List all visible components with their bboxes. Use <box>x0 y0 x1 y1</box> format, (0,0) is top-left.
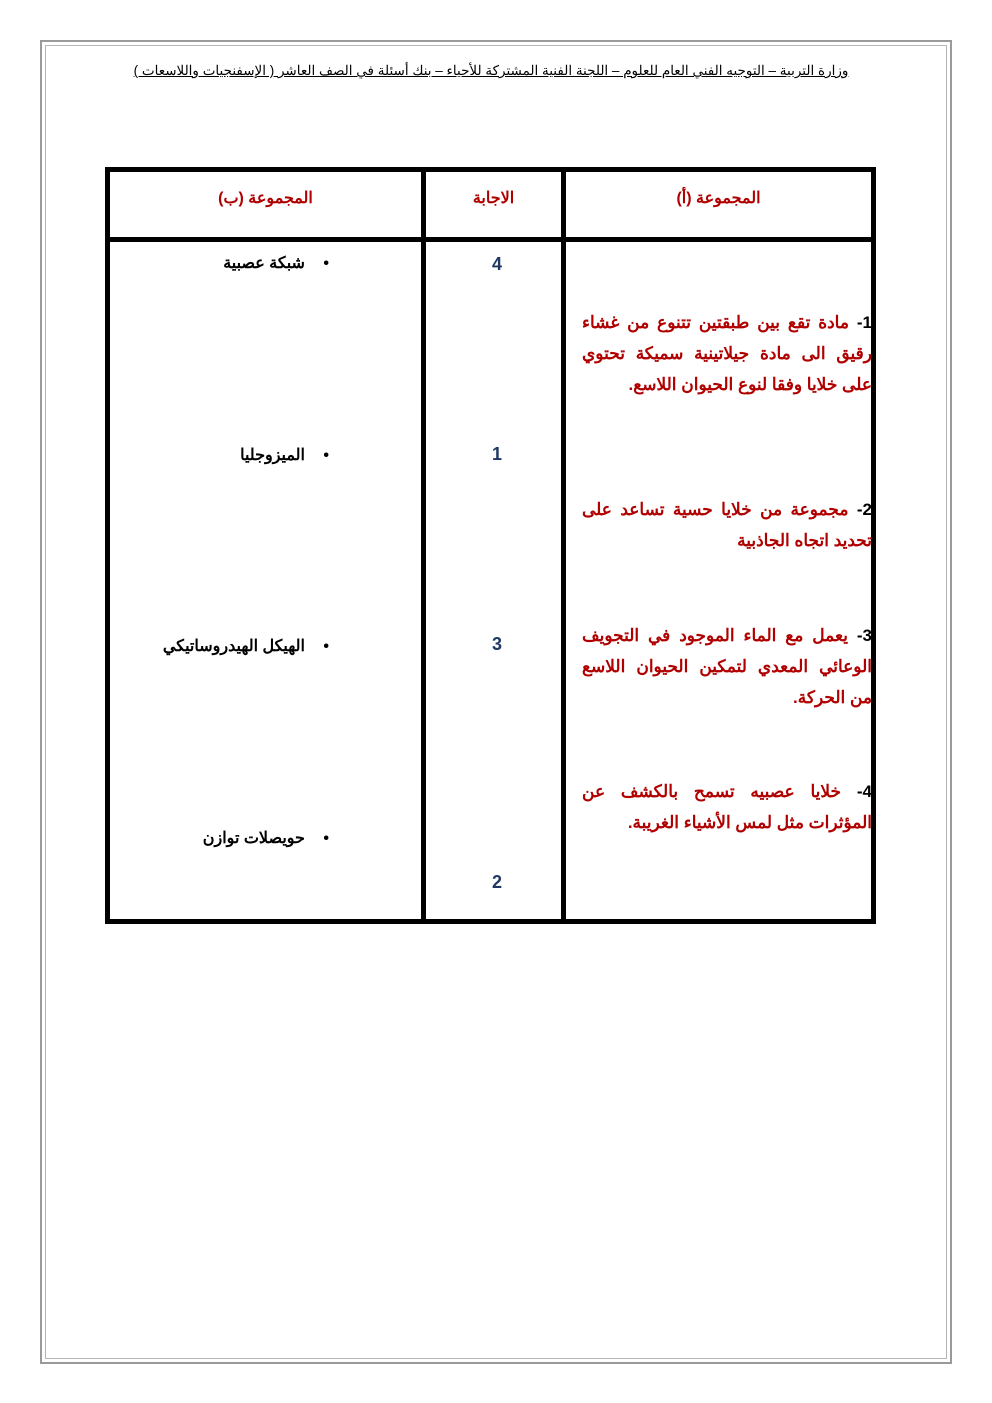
group-b-text: شبكة عصبية <box>223 255 305 272</box>
group-b-item <box>203 828 329 848</box>
page-header: وزارة التربية – التوجيه الفني العام للعلوم – اللجنة الفنية المشتركة للأحياء – بنك أسئلة في الصف العاشر ( الإسفنجيات واللاسعات ) <box>133 63 849 78</box>
header-answer: الاجابة <box>472 190 515 207</box>
question-3 <box>582 620 872 713</box>
question-text: مجموعة من خلايا حسية تساعد على تحديد اتجاه الجاذبية <box>582 500 872 550</box>
question-text: مادة تقع بين طبقتين تتنوع من غشاء رقيق الى مادة جيلاتينية سميكة تحتوي على خلايا وفقا لنوع الحيوان اللاسع. <box>582 313 872 394</box>
question-2 <box>582 494 872 556</box>
bullet-icon: • <box>323 638 329 655</box>
matching-table <box>105 167 876 924</box>
question-text: خلايا عصبيه تسمح بالكشف عن المؤثرات مثل لمس الأشياء الغريبة. <box>582 782 872 832</box>
answer-1: 4 <box>491 254 502 274</box>
table-divider-answer-a <box>561 172 566 919</box>
answer-3: 3 <box>491 634 502 654</box>
bullet-icon: • <box>323 255 329 272</box>
question-number: 1- <box>856 313 873 332</box>
group-b-text: الميزوجليا <box>240 447 305 464</box>
answer-2: 1 <box>491 444 502 464</box>
group-b-item <box>223 253 329 273</box>
header-group-b: المجموعة (ب) <box>218 190 313 207</box>
question-number: 4- <box>856 782 872 801</box>
group-b-item <box>163 636 329 656</box>
bullet-icon: • <box>323 447 329 464</box>
header-group-a: المجموعة (أ) <box>676 190 761 207</box>
question-number: 2- <box>856 500 872 519</box>
question-text: يعمل مع الماء الموجود في التجويف الوعائي المعدي لتمكين الحيوان اللاسع من الحركة. <box>582 626 872 707</box>
bullet-icon: • <box>323 830 329 847</box>
group-b-text: الهيكل الهيدروساتيكي <box>162 638 305 655</box>
question-number: 3- <box>856 626 872 645</box>
table-divider-b-answer <box>421 172 426 919</box>
question-1 <box>582 307 872 400</box>
table-header-divider <box>110 237 871 242</box>
group-b-item <box>240 445 329 465</box>
answer-4: 2 <box>491 872 502 892</box>
group-b-text: حويصلات توازن <box>202 830 305 847</box>
question-4 <box>582 776 872 838</box>
